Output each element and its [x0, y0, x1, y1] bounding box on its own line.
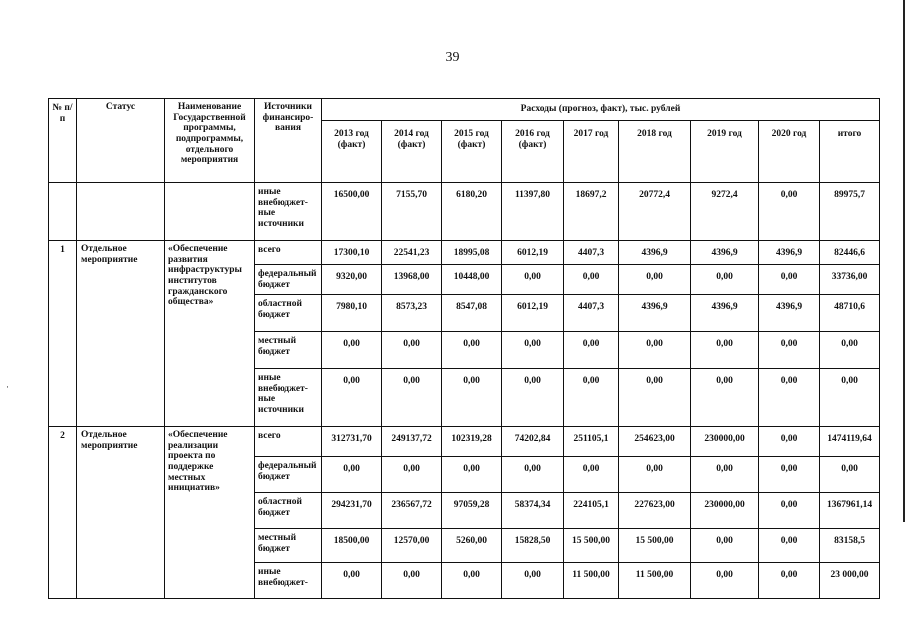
- value-cell: 249137,72: [382, 427, 442, 457]
- value-cell: 16500,00: [322, 183, 382, 241]
- value-cell: 18500,00: [322, 529, 382, 563]
- total-cell: 1367961,14: [820, 493, 880, 529]
- value-cell: 11397,80: [502, 183, 564, 241]
- value-cell: 230000,00: [691, 427, 759, 457]
- value-cell: 7980,10: [322, 295, 382, 332]
- value-cell: 224105,1: [564, 493, 619, 529]
- value-cell: 0,00: [564, 332, 619, 369]
- value-cell: 0,00: [759, 332, 820, 369]
- value-cell: 0,00: [502, 265, 564, 295]
- value-cell: 0,00: [759, 183, 820, 241]
- year-header: 2016 год (факт): [502, 121, 564, 183]
- value-cell: 0,00: [564, 265, 619, 295]
- value-cell: 0,00: [442, 332, 502, 369]
- value-cell: 0,00: [691, 369, 759, 427]
- source-cell: иные внебюджет-: [255, 563, 322, 599]
- value-cell: 0,00: [442, 457, 502, 493]
- total-cell: 82446,6: [820, 241, 880, 265]
- total-cell: 48710,6: [820, 295, 880, 332]
- value-cell: 12570,00: [382, 529, 442, 563]
- table-row: [49, 427, 880, 457]
- total-cell: 0,00: [820, 332, 880, 369]
- value-cell: 0,00: [691, 563, 759, 599]
- year-header: 2017 год: [564, 121, 619, 183]
- value-cell: 0,00: [502, 369, 564, 427]
- value-cell: 0,00: [691, 457, 759, 493]
- total-header: итого: [820, 121, 880, 183]
- value-cell: 22541,23: [382, 241, 442, 265]
- num-cell: 1: [49, 241, 77, 427]
- year-header: 2019 год: [691, 121, 759, 183]
- value-cell: 8547,08: [442, 295, 502, 332]
- value-cell: 0,00: [502, 563, 564, 599]
- value-cell: 6180,20: [442, 183, 502, 241]
- value-cell: 0,00: [619, 265, 691, 295]
- value-cell: 18995,08: [442, 241, 502, 265]
- value-cell: 4396,9: [759, 241, 820, 265]
- total-cell: 33736,00: [820, 265, 880, 295]
- value-cell: 0,00: [322, 563, 382, 599]
- source-cell: федеральный бюджет: [255, 457, 322, 493]
- value-cell: 0,00: [502, 332, 564, 369]
- value-cell: 0,00: [691, 332, 759, 369]
- status-cell: Отдельное мероприятие: [77, 427, 165, 599]
- source-cell: федеральный бюджет: [255, 265, 322, 295]
- total-cell: 23 000,00: [820, 563, 880, 599]
- col-num-header: № п/п: [49, 99, 77, 183]
- value-cell: 0,00: [442, 563, 502, 599]
- value-cell: 0,00: [759, 427, 820, 457]
- value-cell: 294231,70: [322, 493, 382, 529]
- value-cell: 0,00: [759, 369, 820, 427]
- value-cell: 9272,4: [691, 183, 759, 241]
- page-number: 39: [445, 50, 460, 65]
- year-header: 2015 год (факт): [442, 121, 502, 183]
- value-cell: 236567,72: [382, 493, 442, 529]
- source-cell: областной бюджет: [255, 493, 322, 529]
- total-cell: 83158,5: [820, 529, 880, 563]
- name-cell: «Обеспечение развития инфраструктуры институтов гражданского общества»: [165, 241, 255, 427]
- total-cell: 1474119,64: [820, 427, 880, 457]
- value-cell: 0,00: [502, 457, 564, 493]
- value-cell: 10448,00: [442, 265, 502, 295]
- value-cell: 227623,00: [619, 493, 691, 529]
- value-cell: 18697,2: [564, 183, 619, 241]
- value-cell: 0,00: [322, 457, 382, 493]
- value-cell: 0,00: [759, 529, 820, 563]
- value-cell: 230000,00: [691, 493, 759, 529]
- value-cell: 0,00: [759, 457, 820, 493]
- value-cell: 4396,9: [619, 295, 691, 332]
- value-cell: 0,00: [322, 369, 382, 427]
- total-cell: 0,00: [820, 457, 880, 493]
- value-cell: 251105,1: [564, 427, 619, 457]
- value-cell: 0,00: [759, 493, 820, 529]
- value-cell: 0,00: [382, 563, 442, 599]
- value-cell: 97059,28: [442, 493, 502, 529]
- value-cell: 11 500,00: [619, 563, 691, 599]
- source-cell: всего: [255, 241, 322, 265]
- value-cell: 17300,10: [322, 241, 382, 265]
- value-cell: 0,00: [442, 369, 502, 427]
- value-cell: 5260,00: [442, 529, 502, 563]
- status-cell: Отдельное мероприятие: [77, 241, 165, 427]
- value-cell: 58374,34: [502, 493, 564, 529]
- value-cell: 15828,50: [502, 529, 564, 563]
- value-cell: 74202,84: [502, 427, 564, 457]
- value-cell: 0,00: [322, 332, 382, 369]
- value-cell: 0,00: [564, 369, 619, 427]
- year-header: 2020 год: [759, 121, 820, 183]
- value-cell: 4407,3: [564, 241, 619, 265]
- value-cell: 20772,4: [619, 183, 691, 241]
- value-cell: 7155,70: [382, 183, 442, 241]
- value-cell: 11 500,00: [564, 563, 619, 599]
- value-cell: 13968,00: [382, 265, 442, 295]
- value-cell: 4396,9: [691, 295, 759, 332]
- value-cell: 0,00: [759, 563, 820, 599]
- table-row: [49, 241, 880, 265]
- header-row-1: [49, 99, 880, 121]
- value-cell: 4396,9: [691, 241, 759, 265]
- value-cell: 0,00: [382, 457, 442, 493]
- num-cell: 2: [49, 427, 77, 599]
- value-cell: 0,00: [619, 332, 691, 369]
- value-cell: 0,00: [382, 332, 442, 369]
- value-cell: 0,00: [691, 265, 759, 295]
- value-cell: 6012,19: [502, 241, 564, 265]
- name-cell: [165, 183, 255, 241]
- total-cell: 89975,7: [820, 183, 880, 241]
- value-cell: 0,00: [759, 265, 820, 295]
- expenses-header: Расходы (прогноз, факт), тыс. рублей: [322, 99, 880, 121]
- col-source-header: Источники финансиро-вания: [255, 99, 322, 183]
- value-cell: 0,00: [619, 457, 691, 493]
- value-cell: 0,00: [564, 457, 619, 493]
- num-cell: [49, 183, 77, 241]
- value-cell: 4396,9: [759, 295, 820, 332]
- value-cell: 9320,00: [322, 265, 382, 295]
- source-cell: местный бюджет: [255, 332, 322, 369]
- budget-table: [48, 98, 880, 599]
- value-cell: 254623,00: [619, 427, 691, 457]
- value-cell: 102319,28: [442, 427, 502, 457]
- value-cell: 4396,9: [619, 241, 691, 265]
- source-cell: местный бюджет: [255, 529, 322, 563]
- source-cell: иные внебюджет-ные источники: [255, 369, 322, 427]
- value-cell: 0,00: [691, 529, 759, 563]
- name-cell: «Обеспечение реализации проекта по поддержке местных инициатив»: [165, 427, 255, 599]
- total-cell: 0,00: [820, 369, 880, 427]
- source-cell: всего: [255, 427, 322, 457]
- year-header: 2018 год: [619, 121, 691, 183]
- year-header: 2014 год (факт): [382, 121, 442, 183]
- margin-mark: ·: [6, 382, 9, 392]
- value-cell: 0,00: [382, 369, 442, 427]
- status-cell: [77, 183, 165, 241]
- value-cell: 312731,70: [322, 427, 382, 457]
- col-name-header: Наименование Государственной программы, подпрограммы, отдельного мероприятия: [165, 99, 255, 183]
- col-status-header: Статус: [77, 99, 165, 183]
- value-cell: 15 500,00: [564, 529, 619, 563]
- year-header: 2013 год (факт): [322, 121, 382, 183]
- table-row: [49, 183, 880, 241]
- value-cell: 15 500,00: [619, 529, 691, 563]
- source-cell: иные внебюджет-ные источники: [255, 183, 322, 241]
- source-cell: областной бюджет: [255, 295, 322, 332]
- value-cell: 0,00: [619, 369, 691, 427]
- value-cell: 4407,3: [564, 295, 619, 332]
- value-cell: 8573,23: [382, 295, 442, 332]
- value-cell: 6012,19: [502, 295, 564, 332]
